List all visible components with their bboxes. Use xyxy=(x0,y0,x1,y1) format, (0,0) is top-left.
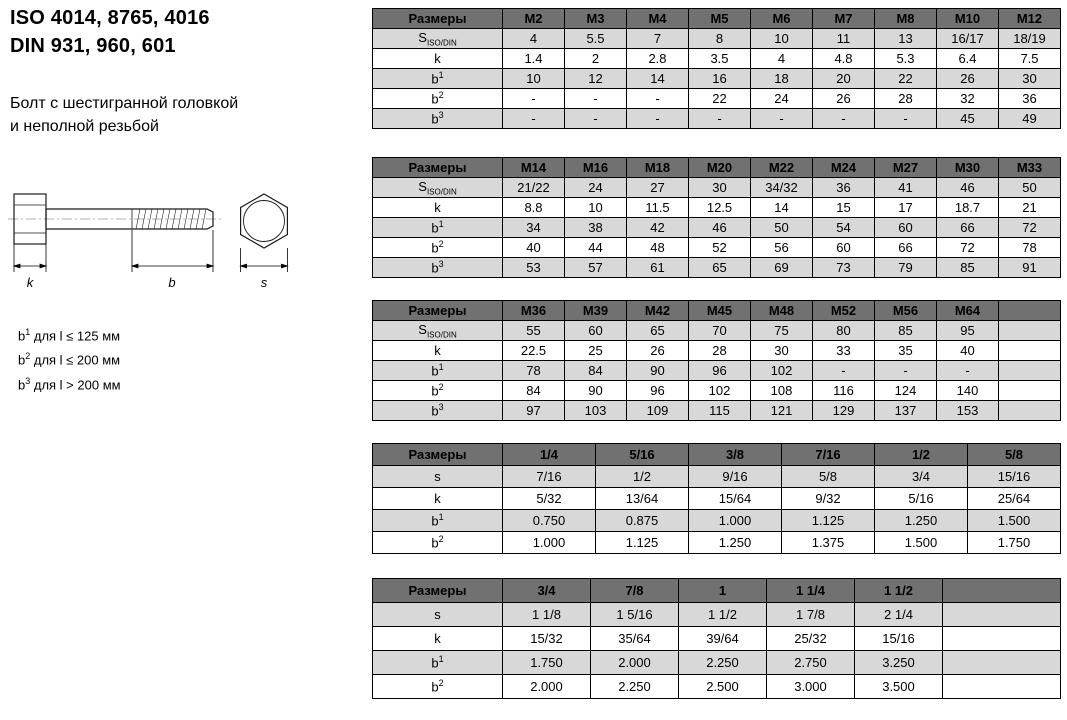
table-cell: 73 xyxy=(813,258,875,278)
table-cell: 36 xyxy=(999,89,1061,109)
column-header: M39 xyxy=(565,301,627,321)
table-cell: 12.5 xyxy=(689,198,751,218)
footnote-b2: $b^2$ для l ≤ 200 мм xyxy=(18,351,121,368)
table-cell: 1.250 xyxy=(689,532,782,554)
table-cell: 32 xyxy=(937,89,999,109)
column-header: 5/8 xyxy=(968,444,1061,466)
table-header-row xyxy=(373,158,1061,178)
table-cell: 35/64 xyxy=(591,627,679,651)
table-cell: 48 xyxy=(627,238,689,258)
table-header-row xyxy=(373,579,1061,603)
table-cell: 16 xyxy=(689,69,751,89)
column-header: M22 xyxy=(751,158,813,178)
table-cell: - xyxy=(813,109,875,129)
row-label: k xyxy=(373,627,503,651)
table-cell: 2.000 xyxy=(503,675,591,699)
table-cell: 10 xyxy=(751,29,813,49)
column-header: 1 xyxy=(679,579,767,603)
table-cell: 1 1/2 xyxy=(679,603,767,627)
table-cell xyxy=(943,651,1061,675)
table-cell: 75 xyxy=(751,321,813,341)
column-header: M4 xyxy=(627,9,689,29)
table-cell: 7 xyxy=(627,29,689,49)
column-header: Размеры xyxy=(373,9,503,29)
table-cell: 3.5 xyxy=(689,49,751,69)
table-cell: 61 xyxy=(627,258,689,278)
column-header: 3/4 xyxy=(503,579,591,603)
row-label: $b^1$ xyxy=(373,510,503,532)
footnotes xyxy=(18,322,121,395)
table-row xyxy=(373,178,1061,198)
table-cell: 85 xyxy=(875,321,937,341)
table-cell: 80 xyxy=(813,321,875,341)
column-header: 1 1/2 xyxy=(855,579,943,603)
table-row xyxy=(373,89,1061,109)
table-cell xyxy=(999,381,1061,401)
table-cell: 15 xyxy=(813,198,875,218)
column-header: Размеры xyxy=(373,301,503,321)
table-cell: 30 xyxy=(689,178,751,198)
table-cell: - xyxy=(875,361,937,381)
table-cell: 15/16 xyxy=(855,627,943,651)
table-cell: 9/16 xyxy=(689,466,782,488)
table-cell: 3.500 xyxy=(855,675,943,699)
table-cell: 20 xyxy=(813,69,875,89)
table-cell: 8 xyxy=(689,29,751,49)
table-cell: 91 xyxy=(999,258,1061,278)
table-cell: 22 xyxy=(689,89,751,109)
table-cell: 2.500 xyxy=(679,675,767,699)
table-cell: 5/32 xyxy=(503,488,596,510)
row-label: $b^2$ xyxy=(373,381,503,401)
table-cell: 18 xyxy=(751,69,813,89)
table-cell: 0.875 xyxy=(596,510,689,532)
table-cell: 0.750 xyxy=(503,510,596,532)
column-header: 1/4 xyxy=(503,444,596,466)
table-row xyxy=(373,69,1061,89)
table-cell: 65 xyxy=(689,258,751,278)
subtitle-line-1: Болт с шестигранной головкой xyxy=(10,95,239,112)
table-cell xyxy=(999,361,1061,381)
table-cell: 102 xyxy=(751,361,813,381)
table-row xyxy=(373,488,1061,510)
table-cell: 7.5 xyxy=(999,49,1061,69)
table-cell: 54 xyxy=(813,218,875,238)
row-label: $b^2$ xyxy=(373,238,503,258)
table-cell: 2.750 xyxy=(767,651,855,675)
table-cell: 70 xyxy=(689,321,751,341)
column-header: M48 xyxy=(751,301,813,321)
table-row xyxy=(373,198,1061,218)
page-title xyxy=(10,4,210,60)
table-row xyxy=(373,341,1061,361)
column-header: M6 xyxy=(751,9,813,29)
table-cell: 50 xyxy=(751,218,813,238)
table-cell: 3/4 xyxy=(875,466,968,488)
table-cell: 30 xyxy=(751,341,813,361)
table-cell: 41 xyxy=(875,178,937,198)
table-cell: 18/19 xyxy=(999,29,1061,49)
table-cell: - xyxy=(503,109,565,129)
subtitle-line-2: и неполной резьбой xyxy=(10,118,159,135)
dim-label-k: k xyxy=(26,275,34,290)
table-cell: 53 xyxy=(503,258,565,278)
table-cell: 14 xyxy=(751,198,813,218)
table-cell: 1.750 xyxy=(503,651,591,675)
row-label: s xyxy=(373,466,503,488)
table-row xyxy=(373,651,1061,675)
column-header: M2 xyxy=(503,9,565,29)
table-cell: 50 xyxy=(999,178,1061,198)
table-cell: - xyxy=(813,361,875,381)
table-cell: 15/64 xyxy=(689,488,782,510)
table-cell: 38 xyxy=(565,218,627,238)
table-cell: 66 xyxy=(937,218,999,238)
table-row xyxy=(373,258,1061,278)
metric-table-m2-m12 xyxy=(372,8,1061,129)
table-cell: 39/64 xyxy=(679,627,767,651)
table-cell: - xyxy=(627,109,689,129)
table-cell: 4 xyxy=(751,49,813,69)
column-header: M5 xyxy=(689,9,751,29)
table-cell: 33 xyxy=(813,341,875,361)
table-row xyxy=(373,49,1061,69)
inch-table-threequarter-to-oneandhalf xyxy=(372,578,1061,699)
metric-table-m36-m64 xyxy=(372,300,1061,421)
table-cell: 2.000 xyxy=(591,651,679,675)
table-cell: 1 7/8 xyxy=(767,603,855,627)
table-cell: - xyxy=(565,89,627,109)
table-cell: 72 xyxy=(999,218,1061,238)
table-cell: 15/32 xyxy=(503,627,591,651)
table-cell: 2.250 xyxy=(679,651,767,675)
row-label: k xyxy=(373,198,503,218)
table-cell: 66 xyxy=(875,238,937,258)
row-label: $b^3$ xyxy=(373,109,503,129)
row-label: k xyxy=(373,49,503,69)
column-header: M27 xyxy=(875,158,937,178)
table-cell: 2 xyxy=(565,49,627,69)
table-cell: 1.125 xyxy=(782,510,875,532)
table-cell: 46 xyxy=(689,218,751,238)
dim-label-b: b xyxy=(168,275,176,290)
table-cell: - xyxy=(689,109,751,129)
table-row xyxy=(373,218,1061,238)
table-cell: 35 xyxy=(875,341,937,361)
table-cell: 40 xyxy=(503,238,565,258)
table-cell: - xyxy=(937,361,999,381)
column-header: 7/8 xyxy=(591,579,679,603)
column-header: M7 xyxy=(813,9,875,29)
table-cell: 36 xyxy=(813,178,875,198)
table-cell: 21 xyxy=(999,198,1061,218)
table-cell: 1.250 xyxy=(875,510,968,532)
table-cell: 97 xyxy=(503,401,565,421)
column-header: 3/8 xyxy=(689,444,782,466)
table-cell: 25 xyxy=(565,341,627,361)
table-cell: 60 xyxy=(565,321,627,341)
table-row xyxy=(373,532,1061,554)
table-cell: 1 1/8 xyxy=(503,603,591,627)
table-row xyxy=(373,603,1061,627)
title-din: DIN 931, 960, 601 xyxy=(10,35,176,57)
table-cell: 140 xyxy=(937,381,999,401)
table-cell: 18.7 xyxy=(937,198,999,218)
table-cell: 3.250 xyxy=(855,651,943,675)
table-cell: 9/32 xyxy=(782,488,875,510)
table-cell: 90 xyxy=(565,381,627,401)
table-cell: 24 xyxy=(565,178,627,198)
column-header: 7/16 xyxy=(782,444,875,466)
table-cell: - xyxy=(875,109,937,129)
column-header: M52 xyxy=(813,301,875,321)
table-cell: 5/8 xyxy=(782,466,875,488)
table-cell: 1.750 xyxy=(968,532,1061,554)
table-cell: 1.500 xyxy=(875,532,968,554)
table-cell: 10 xyxy=(565,198,627,218)
table-cell: 28 xyxy=(875,89,937,109)
table-cell: 45 xyxy=(937,109,999,129)
bolt-drawing xyxy=(6,188,326,292)
column-header: M30 xyxy=(937,158,999,178)
table-cell: 96 xyxy=(689,361,751,381)
table-cell: 1/2 xyxy=(596,466,689,488)
table-cell: 1.500 xyxy=(968,510,1061,532)
table-cell: - xyxy=(503,89,565,109)
column-header: M14 xyxy=(503,158,565,178)
column-header: M45 xyxy=(689,301,751,321)
metric-table-m14-m33 xyxy=(372,157,1061,278)
table-cell: 1.4 xyxy=(503,49,565,69)
table-cell: 1 5/16 xyxy=(591,603,679,627)
table-cell: 26 xyxy=(937,69,999,89)
title-iso: ISO 4014, 8765, 4016 xyxy=(10,7,210,29)
table-cell: 78 xyxy=(503,361,565,381)
table-row xyxy=(373,627,1061,651)
table-cell: 25/64 xyxy=(968,488,1061,510)
row-label: $b^2$ xyxy=(373,89,503,109)
column-header: 1 1/4 xyxy=(767,579,855,603)
table-cell: 52 xyxy=(689,238,751,258)
table-cell: 13 xyxy=(875,29,937,49)
table-cell: 57 xyxy=(565,258,627,278)
footnote-b1: $b^1$ для l ≤ 125 мм xyxy=(18,327,121,344)
column-header: M8 xyxy=(875,9,937,29)
table-row xyxy=(373,29,1061,49)
column-header: M33 xyxy=(999,158,1061,178)
table-cell: 10 xyxy=(503,69,565,89)
row-label: $S_{ISO/DIN}$ xyxy=(373,178,503,198)
table-cell: 22 xyxy=(875,69,937,89)
table-cell: 13/64 xyxy=(596,488,689,510)
row-label: $S_{ISO/DIN}$ xyxy=(373,29,503,49)
column-header: M56 xyxy=(875,301,937,321)
table-cell: 28 xyxy=(689,341,751,361)
table-cell: 116 xyxy=(813,381,875,401)
table-cell: 1.000 xyxy=(689,510,782,532)
column-header: M10 xyxy=(937,9,999,29)
table-cell: 25/32 xyxy=(767,627,855,651)
table-cell: - xyxy=(751,109,813,129)
row-label: s xyxy=(373,603,503,627)
table-cell: 56 xyxy=(751,238,813,258)
table-cell: 21/22 xyxy=(503,178,565,198)
table-cell: 84 xyxy=(503,381,565,401)
table-cell: 6.4 xyxy=(937,49,999,69)
table-cell: 72 xyxy=(937,238,999,258)
table-cell: 90 xyxy=(627,361,689,381)
column-header: 5/16 xyxy=(596,444,689,466)
table-cell: 65 xyxy=(627,321,689,341)
table-cell: 5/16 xyxy=(875,488,968,510)
row-label: $b^3$ xyxy=(373,401,503,421)
table-cell: 46 xyxy=(937,178,999,198)
column-header: Размеры xyxy=(373,444,503,466)
table-cell: 1.125 xyxy=(596,532,689,554)
table-row xyxy=(373,466,1061,488)
table-cell: 84 xyxy=(565,361,627,381)
table-cell: 85 xyxy=(937,258,999,278)
table-cell: 42 xyxy=(627,218,689,238)
row-label: $b^3$ xyxy=(373,258,503,278)
table-cell: 69 xyxy=(751,258,813,278)
row-label: $b^2$ xyxy=(373,675,503,699)
table-cell: 26 xyxy=(627,341,689,361)
table-cell: 4.8 xyxy=(813,49,875,69)
table-row xyxy=(373,321,1061,341)
column-header: 1/2 xyxy=(875,444,968,466)
table-cell: 60 xyxy=(813,238,875,258)
table-header-row xyxy=(373,301,1061,321)
column-header: M24 xyxy=(813,158,875,178)
table-cell: 44 xyxy=(565,238,627,258)
table-cell: 15/16 xyxy=(968,466,1061,488)
table-cell: 24 xyxy=(751,89,813,109)
row-label: k xyxy=(373,341,503,361)
table-cell: 103 xyxy=(565,401,627,421)
inch-table-quarter-to-fiveeighths xyxy=(372,443,1061,554)
row-label: k xyxy=(373,488,503,510)
table-cell: 16/17 xyxy=(937,29,999,49)
column-header: M16 xyxy=(565,158,627,178)
table-cell: 78 xyxy=(999,238,1061,258)
table-cell: 2.250 xyxy=(591,675,679,699)
footnote-b3: $b^3$ для l > 200 мм xyxy=(18,375,121,392)
table-cell: 124 xyxy=(875,381,937,401)
dim-label-s: s xyxy=(260,275,268,290)
table-cell xyxy=(999,321,1061,341)
row-label: $b^2$ xyxy=(373,532,503,554)
table-cell: 17 xyxy=(875,198,937,218)
row-label: $S_{ISO/DIN}$ xyxy=(373,321,503,341)
table-cell: 95 xyxy=(937,321,999,341)
table-cell: 115 xyxy=(689,401,751,421)
table-cell: 55 xyxy=(503,321,565,341)
table-cell: 3.000 xyxy=(767,675,855,699)
table-cell xyxy=(943,675,1061,699)
table-cell: - xyxy=(565,109,627,129)
table-cell: 49 xyxy=(999,109,1061,129)
table-cell xyxy=(999,341,1061,361)
table-cell: 96 xyxy=(627,381,689,401)
table-cell: 109 xyxy=(627,401,689,421)
table-cell: 2 1/4 xyxy=(855,603,943,627)
table-cell: - xyxy=(627,89,689,109)
table-cell: 7/16 xyxy=(503,466,596,488)
table-cell: 5.5 xyxy=(565,29,627,49)
column-header: M20 xyxy=(689,158,751,178)
page-subtitle xyxy=(10,92,238,138)
table-row xyxy=(373,109,1061,129)
table-cell: 121 xyxy=(751,401,813,421)
table-cell xyxy=(999,401,1061,421)
table-cell: 26 xyxy=(813,89,875,109)
column-header xyxy=(943,579,1061,603)
row-label: $b^1$ xyxy=(373,361,503,381)
table-row xyxy=(373,238,1061,258)
table-cell: 14 xyxy=(627,69,689,89)
table-cell: 30 xyxy=(999,69,1061,89)
column-header: M18 xyxy=(627,158,689,178)
table-cell: 108 xyxy=(751,381,813,401)
table-cell: 27 xyxy=(627,178,689,198)
column-header: M36 xyxy=(503,301,565,321)
table-row xyxy=(373,401,1061,421)
table-cell: 2.8 xyxy=(627,49,689,69)
table-cell: 153 xyxy=(937,401,999,421)
table-cell: 34 xyxy=(503,218,565,238)
hex-head-view xyxy=(241,194,288,248)
table-cell: 22.5 xyxy=(503,341,565,361)
table-cell: 60 xyxy=(875,218,937,238)
table-cell: 137 xyxy=(875,401,937,421)
table-cell: 12 xyxy=(565,69,627,89)
table-cell: 11 xyxy=(813,29,875,49)
table-cell xyxy=(943,627,1061,651)
table-row xyxy=(373,675,1061,699)
table-cell: 11.5 xyxy=(627,198,689,218)
table-cell: 1.000 xyxy=(503,532,596,554)
column-header: M42 xyxy=(627,301,689,321)
table-header-row xyxy=(373,9,1061,29)
table-cell: 1.375 xyxy=(782,532,875,554)
table-cell: 40 xyxy=(937,341,999,361)
table-row xyxy=(373,361,1061,381)
column-header: M3 xyxy=(565,9,627,29)
table-cell: 102 xyxy=(689,381,751,401)
row-label: $b^1$ xyxy=(373,69,503,89)
table-cell: 5.3 xyxy=(875,49,937,69)
table-cell: 8.8 xyxy=(503,198,565,218)
table-cell: 4 xyxy=(503,29,565,49)
table-cell: 79 xyxy=(875,258,937,278)
row-label: $b^1$ xyxy=(373,651,503,675)
column-header: Размеры xyxy=(373,158,503,178)
column-header: Размеры xyxy=(373,579,503,603)
table-cell: 129 xyxy=(813,401,875,421)
table-cell: 34/32 xyxy=(751,178,813,198)
table-row xyxy=(373,510,1061,532)
column-header xyxy=(999,301,1061,321)
table-row xyxy=(373,381,1061,401)
row-label: $b^1$ xyxy=(373,218,503,238)
table-cell xyxy=(943,603,1061,627)
column-header: M12 xyxy=(999,9,1061,29)
column-header: M64 xyxy=(937,301,999,321)
table-header-row xyxy=(373,444,1061,466)
